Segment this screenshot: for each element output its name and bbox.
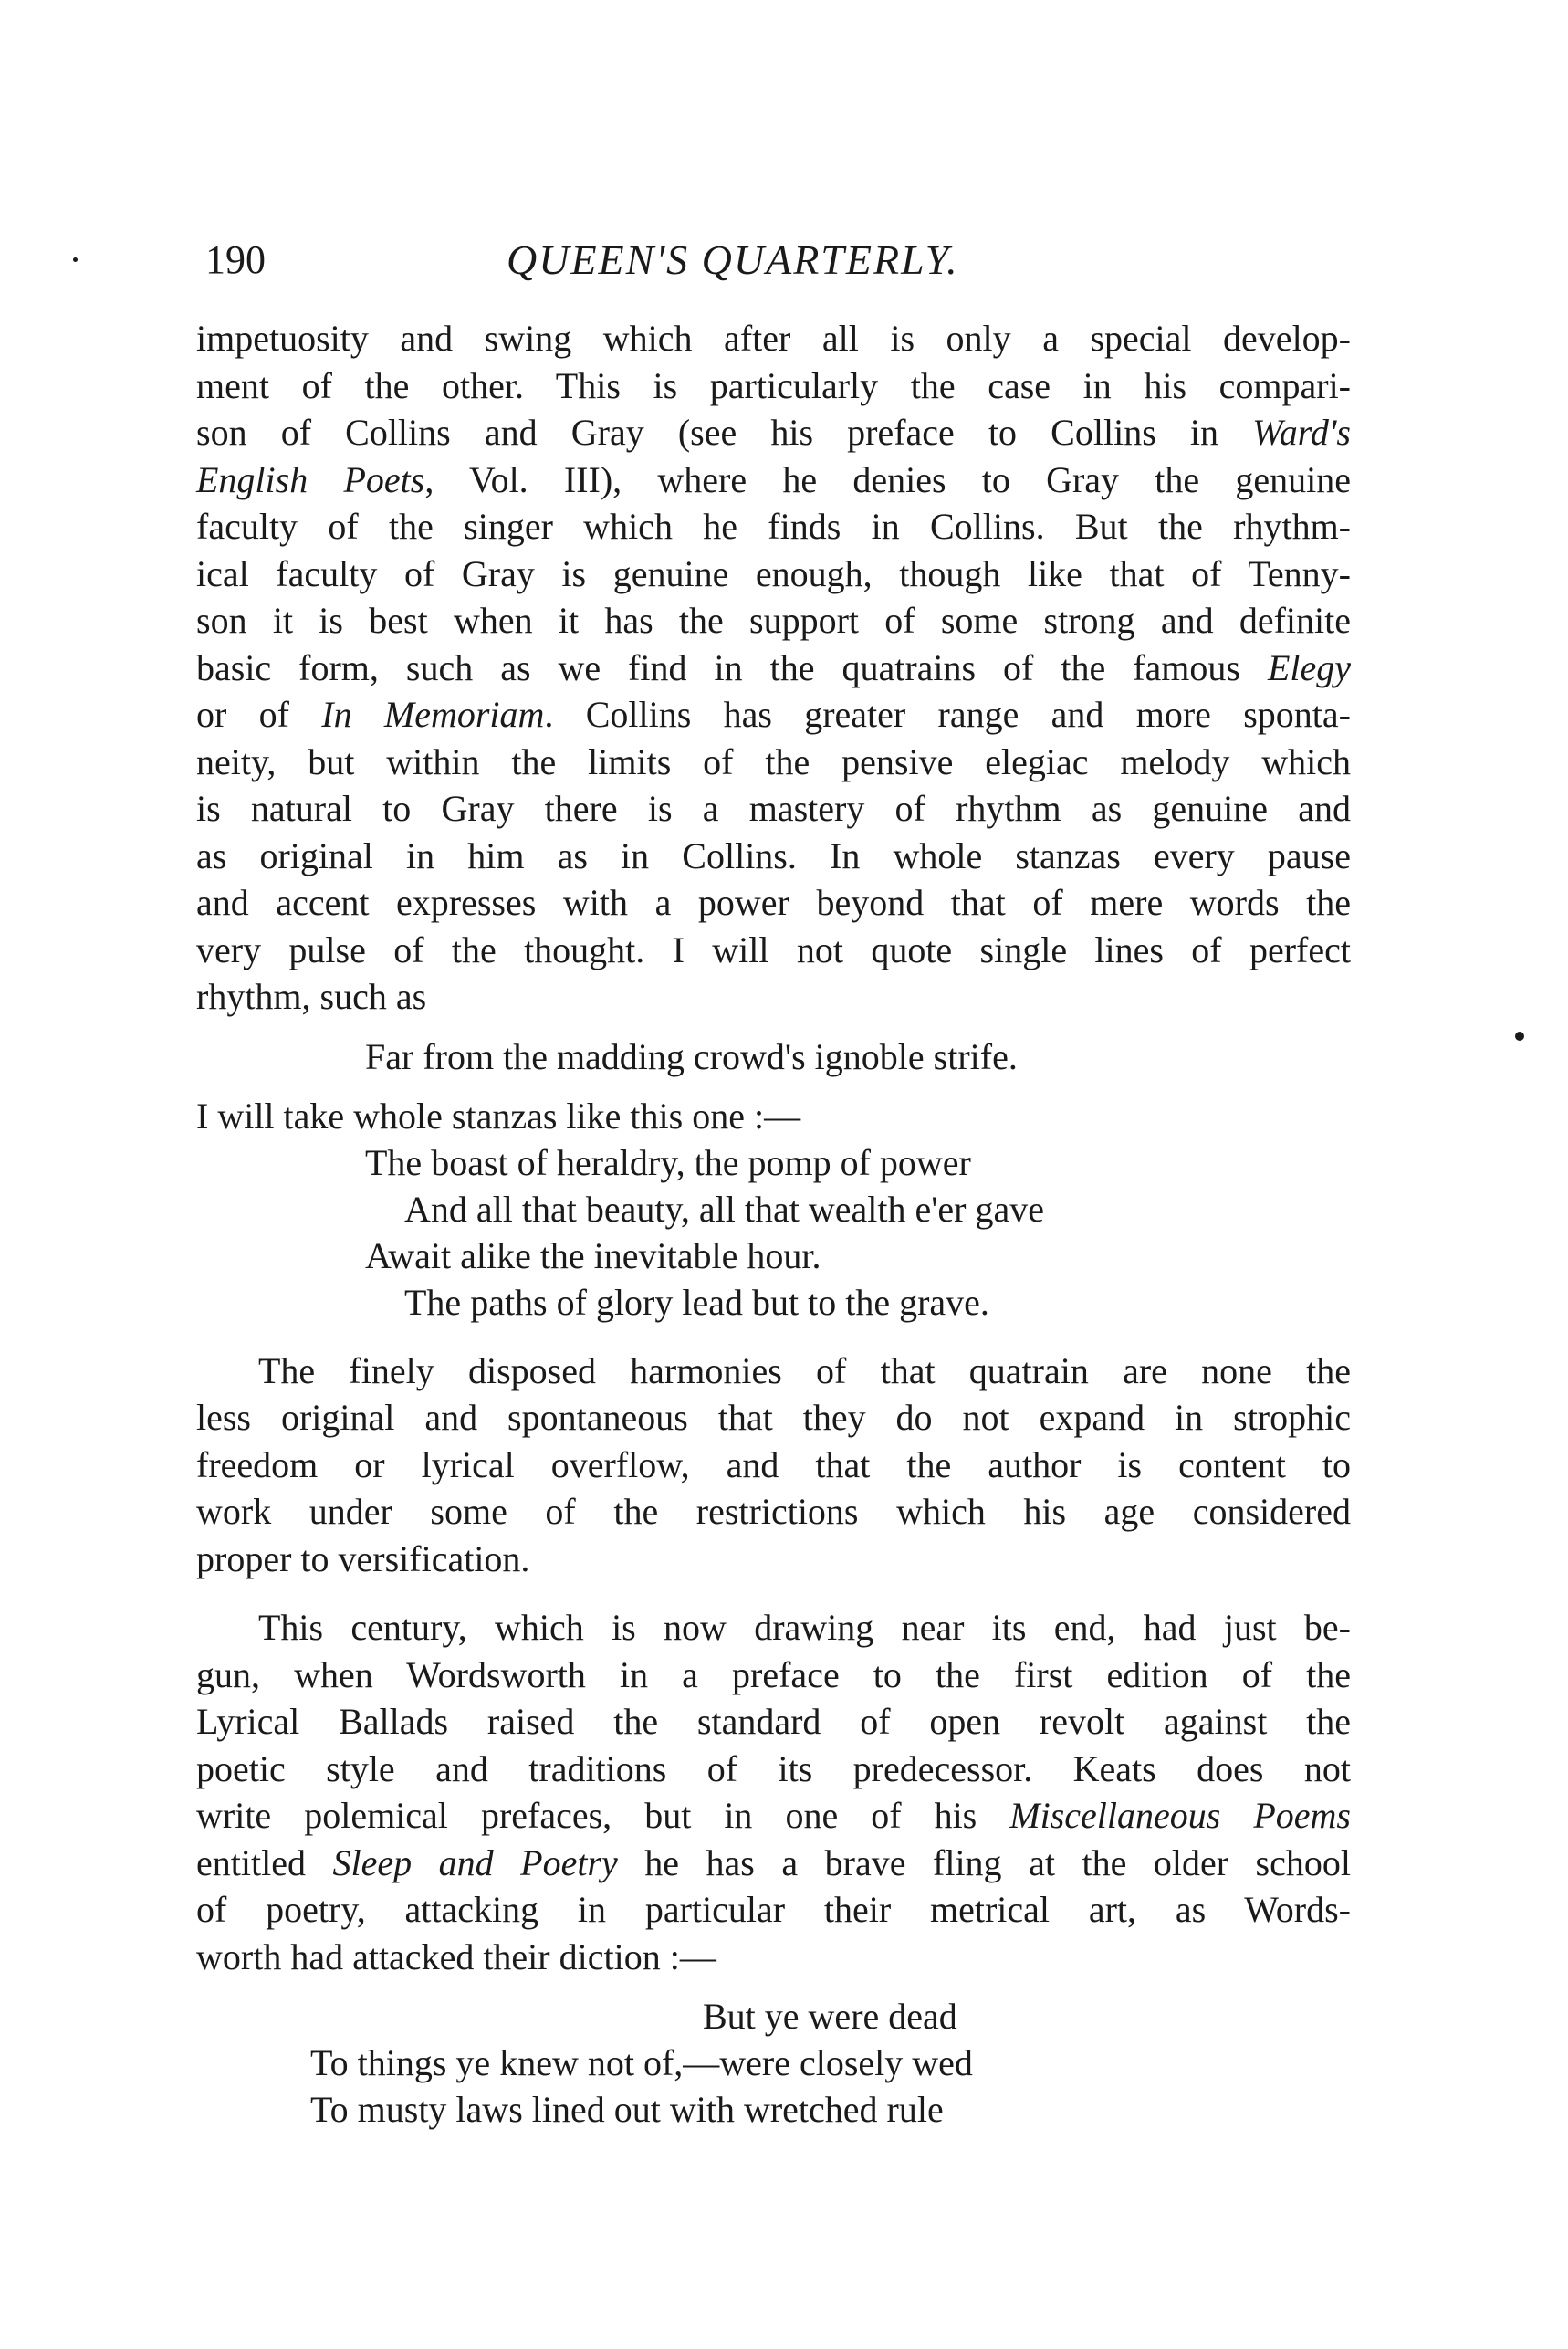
page-number: 190 — [205, 237, 266, 282]
text-line: Lyrical Ballads raised the standard of open revolt against the — [196, 1701, 1351, 1742]
italic-title: English Poets — [196, 458, 425, 500]
text-line: poetic style and traditions of its predecessor. Keats does not — [196, 1747, 1351, 1789]
text-line: faculty of the singer which he finds in Collins. But the rhythm- — [196, 506, 1351, 547]
text-line: or of In Memoriam. Collins has greater range and more sponta- — [196, 694, 1351, 735]
text-line: and accent expresses with a power beyond that of mere words the — [196, 882, 1351, 923]
italic-title: Sleep and Poetry — [332, 1841, 618, 1883]
paragraph-3 — [196, 1604, 1351, 1980]
text-line: This century, which is now drawing near its end, had just be- — [258, 1607, 1351, 1648]
text-line: ment of the other. This is particularly the case in his compari- — [196, 364, 1351, 406]
stanza — [196, 1139, 1351, 1326]
quote-line: To musty laws lined out with wretched rule — [310, 2089, 944, 2130]
running-head: QUEEN'S QUARTERLY. — [507, 236, 959, 283]
margin-bullet — [1515, 1032, 1524, 1041]
paragraph-1 — [196, 315, 1351, 1021]
text-line: The finely disposed harmonies of that quatrain are none the — [258, 1349, 1351, 1391]
text-line: freedom or lyrical overflow, and that the author is content to — [196, 1443, 1351, 1485]
quote-line: But ye were dead — [703, 1996, 957, 2037]
text-line: worth had attacked their diction :— — [196, 1935, 716, 1977]
margin-speck — [73, 257, 78, 262]
text-line: proper to versification. — [196, 1537, 530, 1579]
stanza-line: Await alike the inevitable hour. — [365, 1234, 821, 1276]
stanza-line: The boast of heraldry, the pomp of power — [365, 1141, 971, 1183]
stanza-line: And all that beauty, all that wealth e'er gave — [404, 1188, 1044, 1230]
italic-title: Miscellaneous Poems — [1009, 1795, 1351, 1836]
text-line: neity, but within the limits of the pensive elegiac melody which — [196, 740, 1351, 782]
text-line: English Poets, Vol. III), where he denies to Gray the genuine — [196, 458, 1352, 500]
quoted-line: Far from the madding crowd's ignoble strife. — [365, 1035, 1018, 1077]
paragraph-2 — [196, 1348, 1351, 1583]
italic-title: Ward's — [1252, 412, 1351, 453]
text-line: ical faculty of Gray is genuine enough, though like that of Tenny- — [196, 552, 1351, 594]
text-line: work under some of the restrictions which his age considered — [196, 1491, 1351, 1532]
text-line: less original and spontaneous that they do not expand in strophic — [196, 1397, 1351, 1438]
text-line: as original in him as in Collins. In whole stanzas every pause — [196, 834, 1351, 876]
text-line: son of Collins and Gray (see his preface to Collins in Ward's — [196, 412, 1351, 453]
page-header — [205, 233, 1355, 288]
text-line: very pulse of the thought. I will not quote single lines of perfect — [196, 928, 1351, 970]
italic-title: In Memoriam — [321, 694, 545, 735]
text-line: gun, when Wordsworth in a preface to the first edition of the — [196, 1653, 1351, 1695]
text-line: is natural to Gray there is a mastery of rhythm as genuine and — [196, 788, 1351, 829]
text-line: entitled Sleep and Poetry he has a brave fling at the older school — [196, 1841, 1351, 1883]
italic-title: Elegy — [1267, 646, 1351, 688]
stanza-line: The paths of glory lead but to the grave. — [404, 1281, 989, 1323]
text-line: rhythm, such as — [196, 976, 427, 1017]
text-line: impetuosity and swing which after all is only a special develop- — [196, 318, 1351, 359]
closing-quote — [196, 1993, 1351, 2133]
text-line: son it is best when it has the support of some strong and definite — [196, 600, 1351, 641]
text-line: write polemical prefaces, but in one of his Miscellaneous Poems — [196, 1795, 1351, 1836]
page-text — [196, 315, 1351, 2133]
text-line: of poetry, attacking in particular their metrical art, as Words- — [196, 1889, 1351, 1930]
quote-line: To things ye knew not of,—were closely wed — [310, 2042, 973, 2083]
stanza-intro: I will take whole stanzas like this one :— — [196, 1095, 801, 1137]
text-line: basic form, such as we find in the quatrains of the famous Elegy — [196, 646, 1351, 688]
